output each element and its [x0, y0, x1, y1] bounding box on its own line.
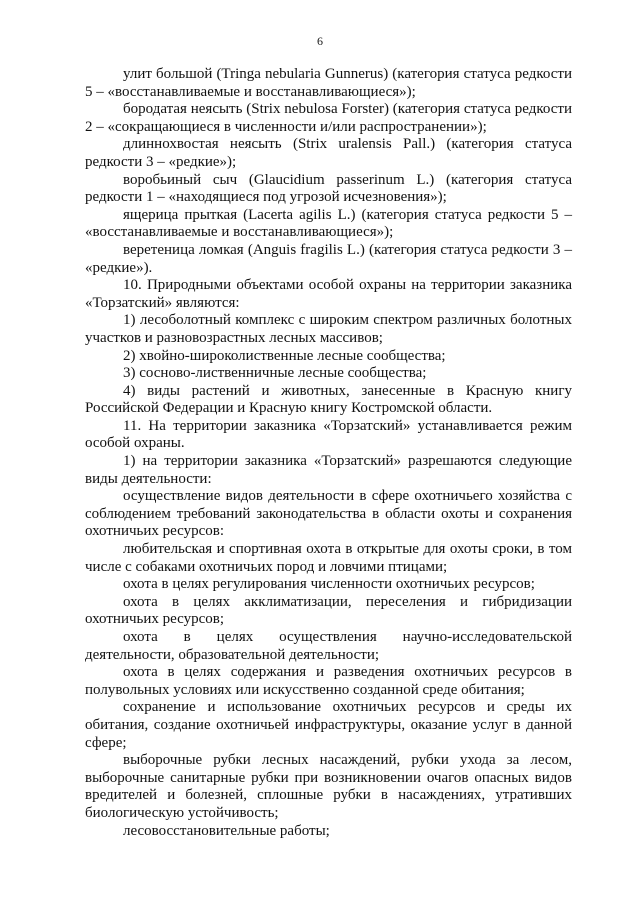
- paragraph: длиннохвостая неясыть (Strix uralensis Pall.) (категория статуса редкости 3 – «редкие»);: [85, 136, 572, 170]
- page-number: 6: [317, 34, 323, 48]
- list-item: 2) хвойно-широколиственные лесные сообщества;: [123, 347, 446, 364]
- list-item: 1) на территории заказника «Торзатский» разрешаются следующие виды деятельности:: [85, 453, 572, 487]
- section-paragraph: 11. На территории заказника «Торзатский» устанавливается режим особой охраны.: [85, 417, 572, 452]
- paragraph: улит большой (Tringa nebularia Gunnerus) (категория статуса редкости 5 – «восстанавливаемые и восстанавливающиеся»);: [85, 66, 572, 100]
- list-item: 3) сосново-лиственничные лесные сообщества;: [123, 365, 427, 382]
- paragraph: воробьиный сыч (Glaucidium passerinum L.) (категория статуса редкости 1 – «находящиеся под угрозой исчезновения»);: [85, 171, 572, 206]
- list-item: 4) виды растений и животных, занесенные в Красную книгу Российской Федерации и Красную книгу Костромской области.: [85, 382, 572, 417]
- paragraph: охота в целях акклиматизации, переселения и гибридизации охотничьих ресурсов;: [85, 593, 572, 628]
- paragraph: веретеница ломкая (Anguis fragilis L.) (категория статуса редкости 3 – «редкие»).: [85, 241, 572, 276]
- paragraph: любительская и спортивная охота в открытые для охоты сроки, в том числе с собаками охотничьих пород и ловчими птицами;: [85, 541, 572, 575]
- paragraph: ящерица прыткая (Lacerta agilis L.) (категория статуса редкости 5 – «восстанавливаемые и восстанавливающиеся»);: [85, 206, 572, 241]
- list-item: 1) лесоболотный комплекс с широким спектром различных болотных участков и разновозрастных лесных массивов;: [85, 312, 572, 346]
- document-body: [85, 66, 572, 840]
- paragraph: лесовосстановительные работы;: [123, 822, 330, 839]
- paragraph: бородатая неясыть (Strix nebulosa Forster) (категория статуса редкости 2 – «сокращающиеся в численности и/или распространении»);: [85, 101, 572, 135]
- paragraph: осуществление видов деятельности в сфере охотничьего хозяйства с соблюдением требований законодательства в области охоты и сохранения охотничьих ресурсов:: [85, 488, 572, 540]
- paragraph: охота в целях регулирования численности охотничьих ресурсов;: [123, 576, 535, 593]
- paragraph: охота в целях осуществления научно-исследовательской деятельности, образовательной деятельности;: [85, 629, 572, 663]
- paragraph: сохранение и использование охотничьих ресурсов и среды их обитания, создание охотничьей инфраструктуры, оказание услуг в данной сфере;: [85, 699, 572, 751]
- paragraph: охота в целях содержания и разведения охотничьих ресурсов в полувольных условиях или искусственно созданной среде обитания;: [85, 664, 572, 698]
- section-paragraph: 10. Природными объектами особой охраны на территории заказника «Торзатский» являются:: [85, 277, 572, 311]
- paragraph: выборочные рубки лесных насаждений, рубки ухода за лесом, выборочные санитарные рубки при возникновении очагов опасных видов вредителей и болезней, сплошные рубки в насаждениях, утративших биологическую устойчивость;: [85, 752, 572, 821]
